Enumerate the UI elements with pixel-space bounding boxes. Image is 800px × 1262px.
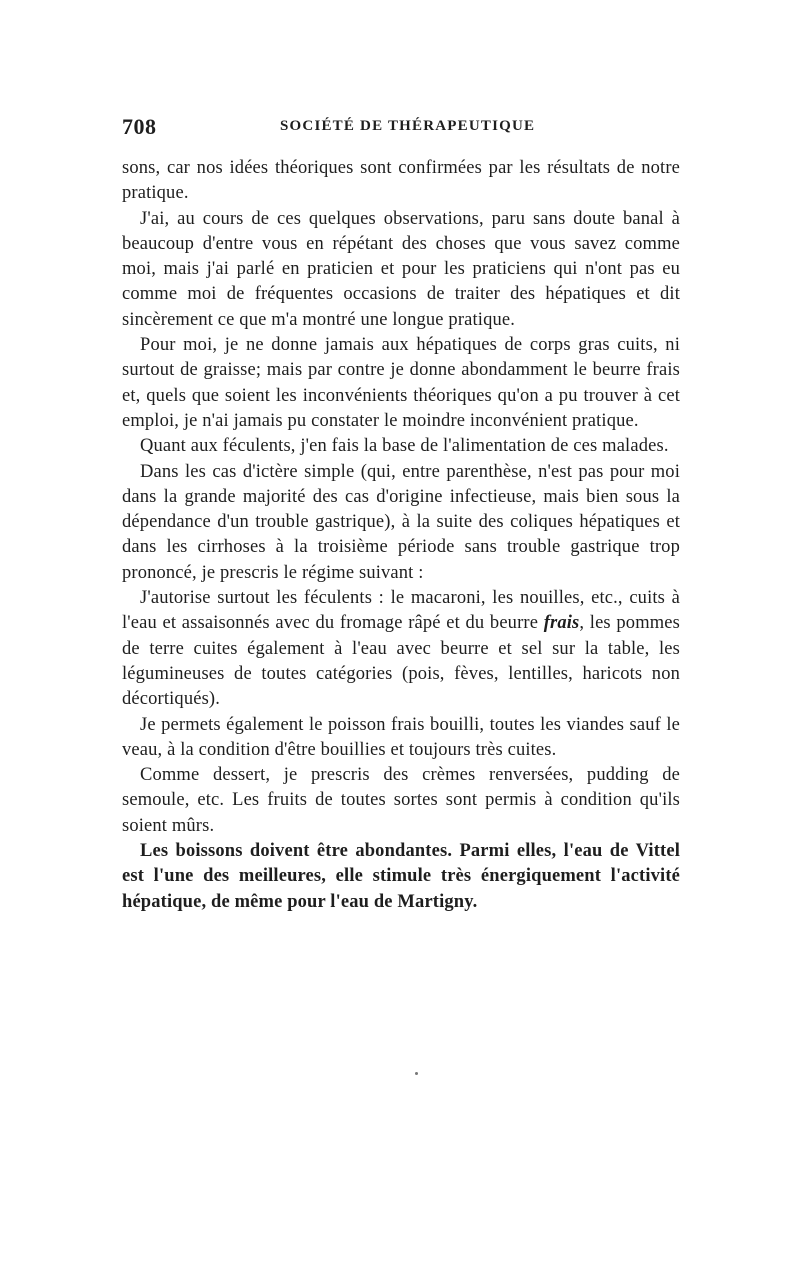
page-number: 708 — [122, 114, 157, 139]
paragraph: Comme dessert, je prescris des crèmes renversées, pudding de semoule, etc. Les fruits de toutes sortes sont permis à condition qu'ils soient mûrs. — [122, 765, 680, 836]
body-text — [122, 156, 680, 915]
paragraph: Quant aux féculents, j'en fais la base de l'alimentation de ces malades. — [140, 436, 669, 457]
paragraph: sons, car nos idées théoriques sont confirmées par les résultats de notre pratique. — [122, 158, 680, 204]
paragraph: Dans les cas d'ictère simple (qui, entre parenthèse, n'est pas pour moi dans la grande majorité des cas d'origine infectieuse, mais bien sous la dépendance d'un trouble gastrique), à la suite des coliques hépatiques et dans les cirrhoses à la troisième période sans trouble gastrique trop prononcé, je prescris le régime suivant : — [122, 461, 680, 583]
print-speck — [415, 1072, 418, 1075]
paragraph-text: , les pommes de terre cuites également à l'eau avec beurre et sel sur la table, les légumineuses de toutes catégories (pois, fèves, lentilles, haricots non décortiqués). — [122, 613, 680, 710]
page-header — [122, 114, 682, 144]
paragraph — [122, 586, 680, 712]
running-title: SOCIÉTÉ DE THÉRAPEUTIQUE — [280, 118, 536, 134]
paragraph: J'ai, au cours de ces quelques observations, paru sans doute banal à beaucoup d'entre vous en répétant des choses que vous savez comme moi, mais j'ai parlé en praticien et pour les praticiens qui n'ont pas eu comme moi de fréquentes occasions de traiter des hépatiques et dit sincèrement ce que m'a montré une longue pratique. — [122, 208, 680, 330]
italic-word: frais — [543, 613, 580, 634]
paragraph-text: J'autorise surtout les féculents : le macaroni, les nouilles, etc., cuits à l'eau et assaisonnés avec du fromage râpé et du beurre — [122, 588, 680, 634]
paragraph: Je permets également le poisson frais bouilli, toutes les viandes sauf le veau, à la condition d'être bouillies et toujours très cuites. — [122, 714, 680, 760]
paragraph: Les boissons doivent être abondantes. Parmi elles, l'eau de Vittel est l'une des meilleures, elle stimule très énergiquement l'activité hépatique, de même pour l'eau de Martigny. — [122, 841, 680, 912]
paragraph: Pour moi, je ne donne jamais aux hépatiques de corps gras cuits, ni surtout de graisse; mais par contre je donne abondamment le beurre frais et, quels que soient les inconvénients théoriques qu'on a pu trouver à cet emploi, je n'ai jamais pu constater le moindre inconvénient pratique. — [122, 335, 680, 431]
